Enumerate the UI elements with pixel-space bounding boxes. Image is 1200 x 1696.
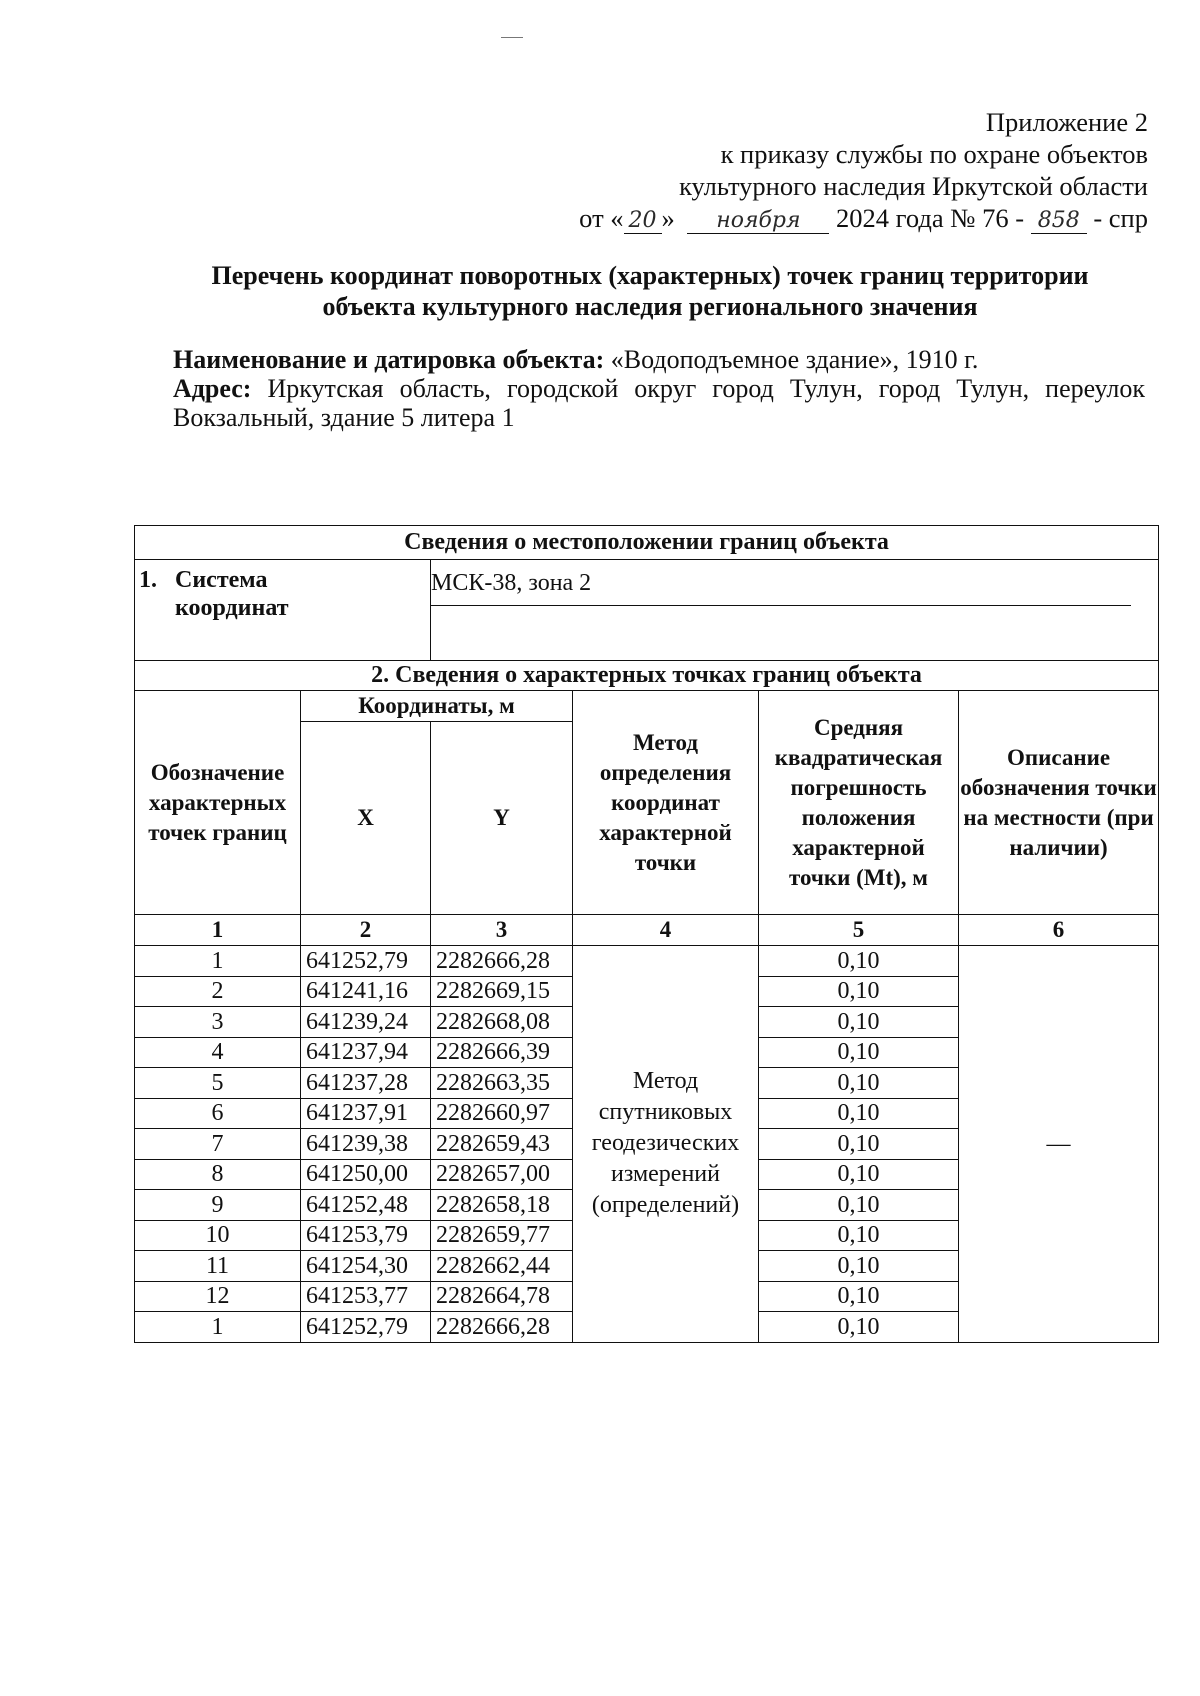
mt-cell: 0,10: [759, 1281, 959, 1312]
col-header-coords: Координаты, м: [301, 691, 573, 722]
y-cell: 2282666,28: [431, 1312, 573, 1343]
y-cell: 2282657,00: [431, 1159, 573, 1190]
mt-cell: 0,10: [759, 1129, 959, 1160]
point-cell: 4: [135, 1037, 301, 1068]
order-year: 2024 года № 76 -: [836, 203, 1025, 233]
col-number: 5: [759, 915, 959, 946]
coord-system-value-cell: [431, 560, 1159, 661]
col-number: 1: [135, 915, 301, 946]
order-mid: »: [661, 203, 675, 233]
x-cell: 641237,28: [301, 1068, 431, 1099]
order-day: 20: [624, 209, 662, 234]
coordinates-table: [134, 525, 1159, 1343]
section1-title: Сведения о местоположении границ объекта: [135, 526, 1159, 560]
appendix-line-1: Приложение 2: [985, 107, 1148, 137]
point-cell: 3: [135, 1007, 301, 1038]
x-cell: 641252,79: [301, 1312, 431, 1343]
point-cell: 2: [135, 976, 301, 1007]
x-cell: 641237,94: [301, 1037, 431, 1068]
coord-system-label-cell: [135, 560, 431, 661]
y-cell: 2282669,15: [431, 976, 573, 1007]
page-mark: [501, 37, 523, 38]
object-info: [173, 345, 1145, 432]
column-numbers-row: [135, 915, 1159, 946]
desc-cell: —: [959, 946, 1159, 1343]
x-cell: 641253,77: [301, 1281, 431, 1312]
col-header-desc: Описание обозначения точки на местности (при наличии): [959, 691, 1159, 915]
point-cell: 8: [135, 1159, 301, 1190]
x-cell: 641250,00: [301, 1159, 431, 1190]
appendix-header: [579, 106, 1148, 234]
order-line: [579, 202, 1148, 234]
object-name-label: Наименование и датировка объекта:: [173, 345, 605, 374]
x-cell: 641239,38: [301, 1129, 431, 1160]
x-cell: 641252,48: [301, 1190, 431, 1221]
object-name-value: «Водоподъемное здание», 1910 г.: [610, 345, 979, 374]
coord-system-number: 1.: [139, 567, 157, 593]
x-cell: 641253,79: [301, 1220, 431, 1251]
mt-cell: 0,10: [759, 1159, 959, 1190]
method-cell: Метод спутниковых геодезических измерений (определений): [573, 946, 759, 1343]
y-cell: 2282662,44: [431, 1251, 573, 1282]
mt-cell: 0,10: [759, 976, 959, 1007]
title-line-2: объекта культурного наследия регионального значения: [322, 292, 978, 321]
x-cell: 641241,16: [301, 976, 431, 1007]
y-cell: 2282668,08: [431, 1007, 573, 1038]
y-cell: 2282659,43: [431, 1129, 573, 1160]
point-cell: 7: [135, 1129, 301, 1160]
title-line-1: Перечень координат поворотных (характерных) точек границ территории: [211, 261, 1089, 290]
mt-cell: 0,10: [759, 1098, 959, 1129]
point-cell: 10: [135, 1220, 301, 1251]
document-title: [150, 260, 1150, 322]
mt-cell: 0,10: [759, 1220, 959, 1251]
object-address-value: Иркутская область, городской округ город Тулун, город Тулун, переулок Вокзальный, здание 5 литера 1: [173, 374, 1145, 432]
object-address-label: Адрес:: [173, 374, 252, 403]
x-cell: 641237,91: [301, 1098, 431, 1129]
col-header-error: Средняя квадратическая погрешность положения характерной точки (Mt), м: [759, 691, 959, 915]
table-row: [135, 946, 1159, 977]
point-cell: 1: [135, 1312, 301, 1343]
col-header-x: X: [301, 722, 431, 915]
section2-title: 2. Сведения о характерных точках границ объекта: [135, 661, 1159, 691]
point-cell: 1: [135, 946, 301, 977]
y-cell: 2282660,97: [431, 1098, 573, 1129]
mt-cell: 0,10: [759, 1251, 959, 1282]
col-header-point: Обозначение характерных точек границ: [135, 691, 301, 915]
x-cell: 641239,24: [301, 1007, 431, 1038]
y-cell: 2282659,77: [431, 1220, 573, 1251]
mt-cell: 0,10: [759, 1068, 959, 1099]
object-address: [173, 374, 1145, 432]
y-cell: 2282666,28: [431, 946, 573, 977]
x-cell: 641254,30: [301, 1251, 431, 1282]
col-number: 4: [573, 915, 759, 946]
y-cell: 2282663,35: [431, 1068, 573, 1099]
col-header-y: Y: [431, 722, 573, 915]
appendix-line-2: к приказу службы по охране объектов: [720, 139, 1148, 169]
order-suffix: - спр: [1093, 203, 1148, 233]
order-number: 858: [1031, 209, 1087, 234]
appendix-line-3: культурного наследия Иркутской области: [679, 171, 1148, 201]
point-cell: 5: [135, 1068, 301, 1099]
order-prefix: от «: [579, 203, 624, 233]
y-cell: 2282664,78: [431, 1281, 573, 1312]
coord-system-label: Система координат: [175, 567, 289, 621]
point-cell: 9: [135, 1190, 301, 1221]
mt-cell: 0,10: [759, 1190, 959, 1221]
object-name: [173, 345, 1145, 374]
col-number: 3: [431, 915, 573, 946]
coord-system-value: МСК-38, зона 2: [431, 570, 1131, 606]
mt-cell: 0,10: [759, 1312, 959, 1343]
point-cell: 11: [135, 1251, 301, 1282]
y-cell: 2282666,39: [431, 1037, 573, 1068]
mt-cell: 0,10: [759, 1037, 959, 1068]
y-cell: 2282658,18: [431, 1190, 573, 1221]
point-cell: 6: [135, 1098, 301, 1129]
mt-cell: 0,10: [759, 1007, 959, 1038]
col-number: 2: [301, 915, 431, 946]
point-cell: 12: [135, 1281, 301, 1312]
x-cell: 641252,79: [301, 946, 431, 977]
col-number: 6: [959, 915, 1159, 946]
mt-cell: 0,10: [759, 946, 959, 977]
col-header-method: Метод определения координат характерной точки: [573, 691, 759, 915]
order-month: ноября: [687, 209, 829, 234]
